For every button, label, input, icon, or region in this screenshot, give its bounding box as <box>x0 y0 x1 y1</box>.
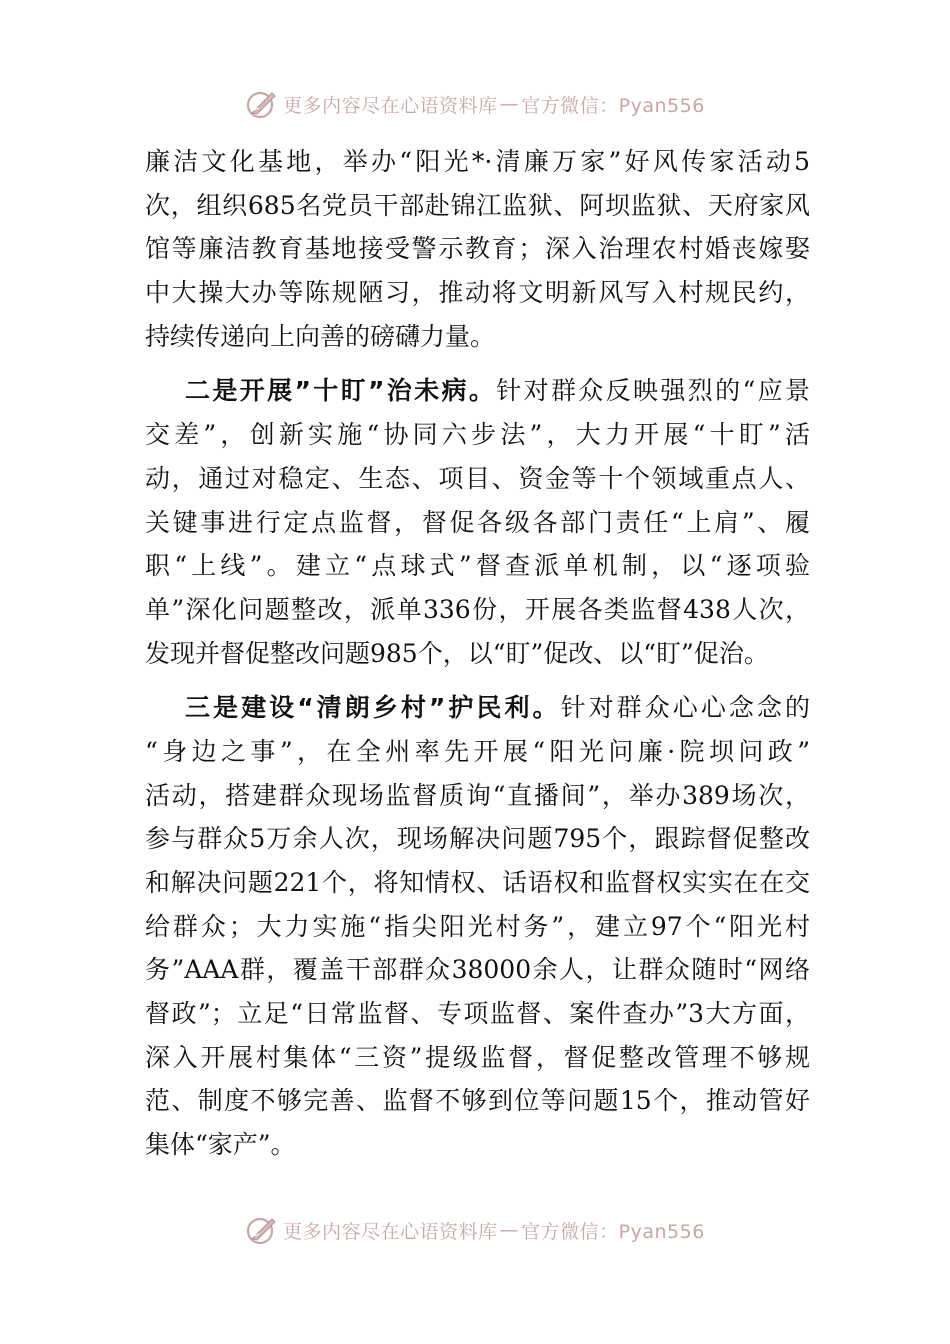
text-line <box>145 686 810 730</box>
text-line: 集体“家产”。 <box>145 1130 296 1160</box>
text-line: 发现并督促整改问题985个，以“盯”促改、以“盯”促治。 <box>145 638 769 668</box>
text-line <box>145 369 810 413</box>
text-line: 督政”；立足“日常监督、专项监督、案件查办”3大方面， <box>145 999 810 1029</box>
text-line: 和解决问题221个，将知情权、话语权和监督权实实在在交 <box>145 868 810 897</box>
text-line: 关键事进行定点监督，督促各级各部门责任“上肩”、履 <box>145 507 810 537</box>
paragraph-3-first-line: 针对群众心心念念的 <box>560 693 810 723</box>
text-line: 活动，搭建群众现场监督质询“直播间”，举办389场次， <box>145 780 810 810</box>
text-line: 动，通过对稳定、生态、项目、资金等十个领域重点人、 <box>145 463 810 493</box>
text-line: 参与群众5万余人次，现场解决问题795个，跟踪督促整改 <box>145 824 810 854</box>
text-line: 职“上线”。建立“点球式”督查派单机制，以“逐项验 <box>145 551 810 581</box>
text-line: 务”AAA群，覆盖干部群众38000余人，让群众随时“网络 <box>145 955 810 985</box>
banner-site-text: 更多内容尽在心语资料库 <box>283 1220 498 1243</box>
text-line: 交差”，创新实施“协同六步法”，大力开展“十盯”活 <box>145 420 810 450</box>
paragraph-1 <box>145 140 810 358</box>
banner-wechat-text: 官方微信：Pyan556 <box>521 94 705 117</box>
text-line: 次，组织685名党员干部赴锦江监狱、阿坝监狱、天府家风 <box>145 190 810 220</box>
paragraph-3 <box>145 686 810 1167</box>
text-line: 范、制度不够完善、监督不够到位等问题15个，推动管好 <box>145 1086 810 1116</box>
paragraph-2 <box>145 369 810 675</box>
banner-dash: — <box>499 1219 520 1241</box>
text-line: 中大操大办等陈规陋习，推动将文明新风写入村规民约， <box>145 278 810 308</box>
banner-site-text: 更多内容尽在心语资料库 <box>283 94 498 117</box>
paragraph-2-lead: 二是开展”十盯”治未病。 <box>185 376 497 406</box>
text-line: 持续传递向上向善的磅礴力量。 <box>145 321 496 351</box>
quill-logo-icon <box>245 1213 279 1247</box>
banner-dash: — <box>499 93 520 115</box>
paragraph-3-lead: 三是建设“清朗乡村”护民利。 <box>185 693 561 723</box>
text-line: 深入开展村集体“三资”提级监督，督促整改管理不够规 <box>145 1042 810 1072</box>
text-line: 给群众；大力实施“指尖阳光村务”，建立97个“阳光村 <box>145 911 810 941</box>
text-line: 廉洁文化基地，举办“阳光*·清廉万家”好风传家活动5 <box>145 147 810 176</box>
quill-logo-icon <box>245 87 279 121</box>
text-line: “身边之事”，在全州率先开展“阳光问廉·院坝问政” <box>145 736 810 766</box>
body-text <box>145 140 810 1167</box>
text-line: 馆等廉洁教育基地接受警示教育；深入治理农村婚丧嫁娶 <box>145 234 810 264</box>
header-watermark-banner <box>0 84 950 124</box>
paragraph-2-first-line: 针对群众反映强烈的“应景 <box>496 376 810 406</box>
banner-wechat-text: 官方微信：Pyan556 <box>521 1220 705 1243</box>
footer-watermark-banner <box>0 1210 950 1250</box>
text-line: 单”深化问题整改，派单336份，开展各类监督438人次， <box>145 594 810 624</box>
